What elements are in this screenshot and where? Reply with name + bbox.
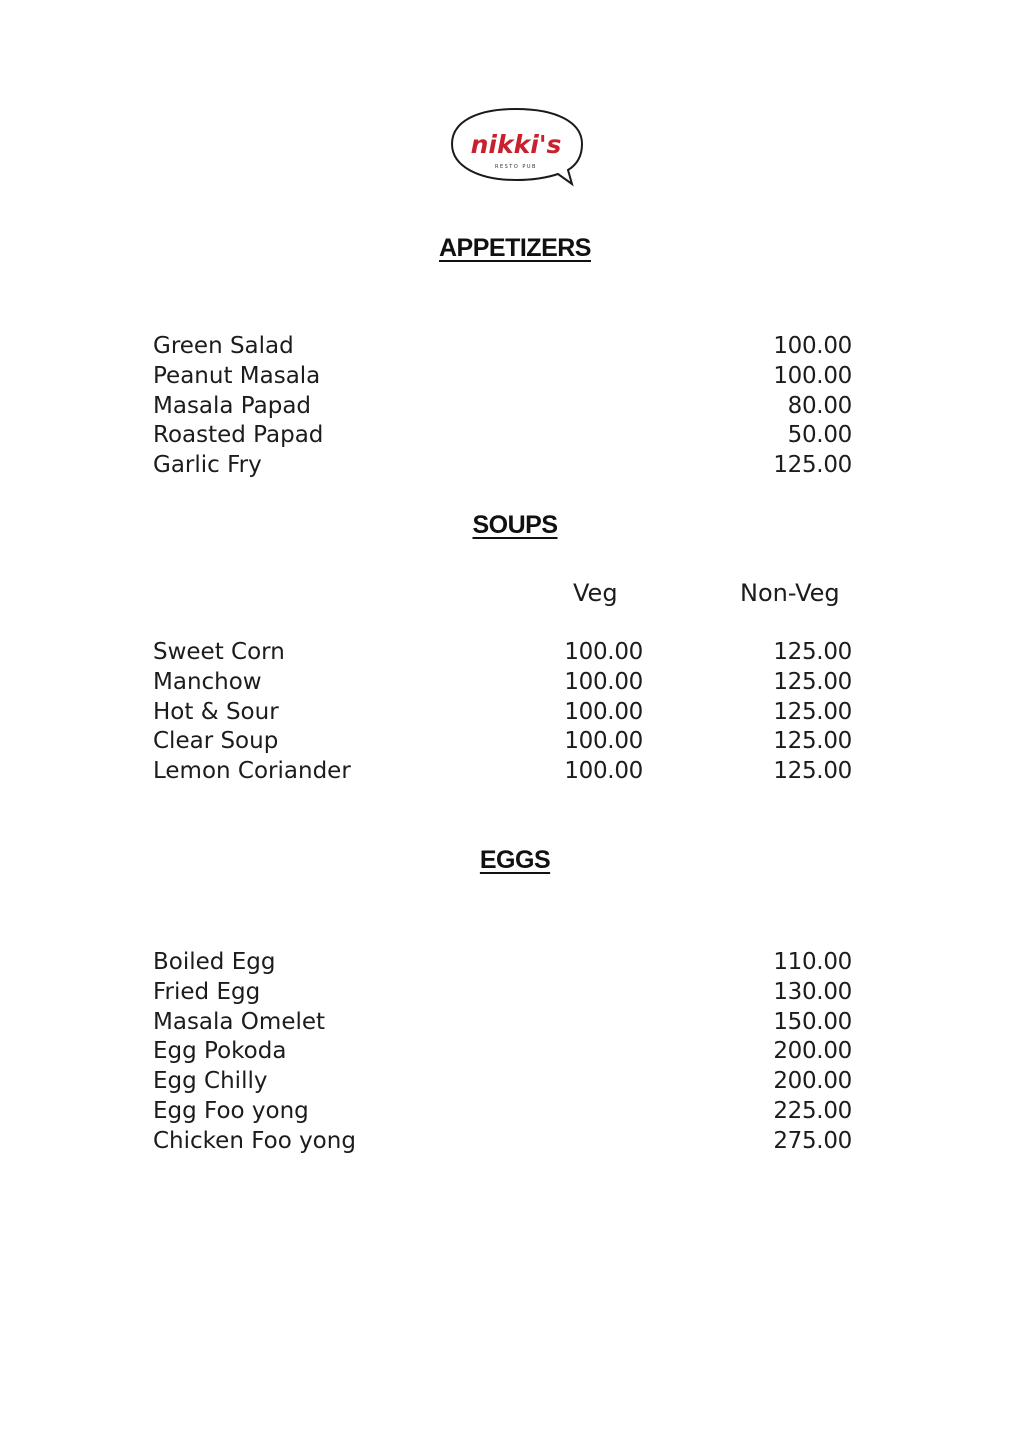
menu-item [0,451,1030,481]
item-name: Egg Pokoda [153,1038,287,1065]
nonveg-price: 125.00 [773,758,852,785]
item-price: 110.00 [773,949,852,975]
veg-price: 100.00 [564,698,643,725]
brand-logo [446,104,586,190]
appetizers-list [0,332,1030,481]
nonveg-column-header: Non-Veg [740,579,840,607]
menu-item [0,332,1030,362]
menu-item [0,638,1030,668]
item-name: Roasted Papad [153,422,324,449]
item-price: 50.00 [787,422,852,449]
item-price: 100.00 [773,333,852,359]
item-price: 200.00 [773,1038,852,1065]
item-name: Fried Egg [153,978,261,1005]
item-name: Boiled Egg [153,949,276,975]
menu-item [0,978,1030,1008]
item-name: Clear Soup [153,728,279,755]
item-price: 80.00 [787,392,852,419]
menu-item [0,362,1030,392]
brand-tagline: RESTO PUB [495,164,537,170]
menu-item [0,698,1030,728]
nonveg-price: 125.00 [773,698,852,725]
nonveg-price: 125.00 [773,639,852,665]
item-name: Masala Omelet [153,1008,326,1035]
veg-price: 100.00 [564,668,643,695]
item-price: 100.00 [773,362,852,389]
speech-bubble-logo-icon [446,104,586,190]
soups-list [0,638,1030,787]
item-name: Garlic Fry [153,452,262,479]
item-price: 200.00 [773,1068,852,1095]
item-name: Masala Papad [153,392,312,419]
item-price: 275.00 [773,1127,852,1154]
item-name: Egg Chilly [153,1068,268,1095]
item-name: Sweet Corn [153,639,285,665]
veg-price: 100.00 [564,728,643,755]
item-name: Lemon Coriander [153,758,351,785]
item-name: Egg Foo yong [153,1097,309,1124]
menu-item [0,1097,1030,1127]
eggs-list [0,948,1030,1157]
nonveg-price: 125.00 [773,728,852,755]
menu-item [0,1067,1030,1097]
eggs-title: EGGS [479,846,551,874]
menu-item [0,948,1030,978]
menu-item [0,1037,1030,1067]
menu-item [0,1008,1030,1038]
veg-price: 100.00 [564,758,643,785]
item-price: 130.00 [773,978,852,1005]
menu-item [0,757,1030,787]
item-name: Hot & Sour [153,698,279,725]
nonveg-price: 125.00 [773,668,852,695]
brand-name: nikki's [470,130,562,159]
item-price: 125.00 [773,452,852,479]
item-name: Peanut Masala [153,362,321,389]
menu-item [0,392,1030,422]
veg-price: 100.00 [564,639,643,665]
veg-column-header: Veg [573,579,618,607]
appetizers-title: APPETIZERS [439,234,591,262]
item-name: Manchow [153,668,262,695]
menu-item [0,421,1030,451]
item-name: Chicken Foo yong [153,1127,356,1154]
menu-item [0,668,1030,698]
soups-title: SOUPS [472,511,558,539]
item-name: Green Salad [153,333,294,359]
item-price: 150.00 [773,1008,852,1035]
item-price: 225.00 [773,1097,852,1124]
menu-item [0,727,1030,757]
menu-item [0,1127,1030,1157]
